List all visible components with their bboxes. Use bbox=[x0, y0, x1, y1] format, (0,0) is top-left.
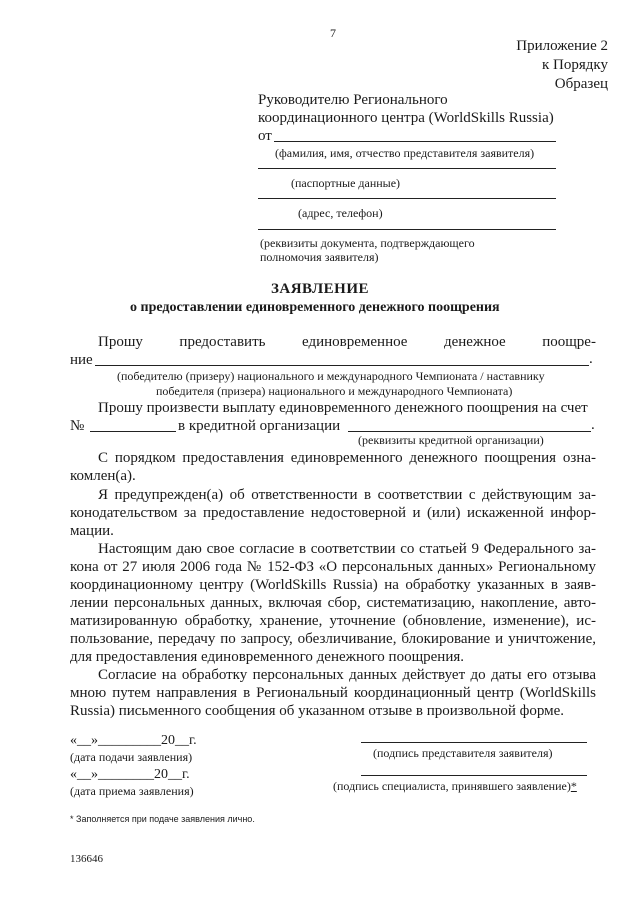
paragraph-2-line-3: мации. bbox=[70, 523, 114, 539]
specialist-signature-field[interactable] bbox=[361, 775, 587, 776]
appendix-block bbox=[516, 38, 608, 93]
addressee-line-2: координационного центра (WorldSkills Russia) bbox=[258, 110, 554, 126]
caption-recipient-1: (победителю (призеру) национального и международного Чемпионата / наставнику bbox=[117, 369, 545, 383]
request-word-1: Прошу bbox=[98, 334, 143, 350]
caption-recipient-2: победителя (призера) национального и международного Чемпионата) bbox=[156, 384, 513, 398]
caption-submission-date: (дата подачи заявления) bbox=[70, 750, 193, 764]
appendix-line-1: Приложение 2 bbox=[516, 38, 608, 54]
request-word-5: поощре- bbox=[542, 334, 596, 350]
passport-field[interactable] bbox=[258, 168, 556, 169]
authority-document-field[interactable] bbox=[258, 229, 556, 230]
caption-credit-org: (реквизиты кредитной организации) bbox=[358, 433, 544, 447]
acceptance-date-field[interactable]: «__»________20__г. bbox=[70, 767, 190, 782]
caption-document-2: полномочия заявителя) bbox=[260, 250, 379, 264]
request-word-4: денежное bbox=[443, 334, 506, 350]
caption-acceptance-date: (дата приема заявления) bbox=[70, 784, 194, 798]
account-number-field[interactable] bbox=[90, 431, 176, 432]
caption-address: (адрес, телефон) bbox=[298, 206, 383, 220]
paragraph-4-line-3: Russia) письменного сообщения об указанном отзыве в произвольной форме. bbox=[70, 703, 564, 719]
number-sign: № bbox=[70, 418, 85, 434]
paragraph-1-line-1: С порядком предоставления единовременного денежного поощрения озна- bbox=[98, 450, 596, 466]
credit-org-field[interactable] bbox=[348, 431, 591, 432]
from-label: от bbox=[258, 128, 272, 144]
submission-date-field[interactable]: «__»_________20__г. bbox=[70, 733, 197, 748]
paragraph-3-line-5: матизированную обработку, хранение, уточнение (обновление, изменение), ис- bbox=[70, 613, 596, 629]
addressee-line-1: Руководителю Регионального bbox=[258, 92, 448, 108]
request-line-2-start: ние bbox=[70, 352, 93, 368]
recipient-end-dot: . bbox=[589, 351, 593, 367]
paragraph-4-line-2: мною путем направления в Региональный координационный центр (WorldSkills bbox=[70, 685, 596, 701]
paragraph-3-line-6: пользование, передачу по запросу, обезличивание, блокирование и уничтожение, bbox=[70, 631, 596, 647]
document-code: 136646 bbox=[70, 853, 103, 865]
applicant-name-field[interactable] bbox=[274, 141, 556, 142]
paragraph-4-line-1: Согласие на обработку персональных данных действует до даты его отзыва bbox=[98, 667, 596, 683]
payment-line-1: Прошу произвести выплату единовременного денежного поощрения на счет bbox=[98, 400, 588, 416]
caption-applicant-name: (фамилия, имя, отчество представителя заявителя) bbox=[275, 146, 535, 160]
appendix-line-3: Образец bbox=[554, 76, 608, 92]
paragraph-3-line-3: координационному центру (WorldSkills Russia) на обработку указанных в заяв- bbox=[70, 577, 596, 593]
paragraph-3-line-7: для предоставления единовременного денежного поощрения. bbox=[70, 649, 464, 665]
request-line bbox=[98, 334, 596, 351]
address-field[interactable] bbox=[258, 198, 556, 199]
paragraph-3-line-1: Настоящим даю свое согласие в соответствии со статьей 9 Федерального за- bbox=[98, 541, 596, 557]
paragraph-3-line-2: кона от 27 июля 2006 года № 152-ФЗ «О персональных данных» Региональному bbox=[70, 559, 596, 575]
applicant-signature-field[interactable] bbox=[361, 742, 587, 743]
appendix-line-2: к Порядку bbox=[542, 57, 608, 73]
credit-org-end-dot: . bbox=[591, 417, 595, 433]
document-subtitle: о предоставлении единовременного денежного поощрения bbox=[130, 300, 500, 315]
caption-specialist-text: (подпись специалиста, принявшего заявление) bbox=[333, 779, 571, 793]
request-word-2: предоставить bbox=[179, 334, 266, 350]
credit-org-label: в кредитной организации bbox=[178, 418, 341, 434]
footnote: * Заполняется при подаче заявления лично. bbox=[70, 814, 255, 824]
caption-applicant-signature: (подпись представителя заявителя) bbox=[373, 746, 553, 760]
paragraph-3-line-4: лении персональных данных, включая сбор, систематизацию, накопление, авто- bbox=[70, 595, 596, 611]
caption-passport: (паспортные данные) bbox=[291, 176, 401, 190]
footnote-mark: * bbox=[570, 779, 577, 793]
request-word-3: единовременное bbox=[302, 334, 408, 350]
paragraph-2-line-1: Я предупрежден(а) об ответственности в соответствии с действующим за- bbox=[98, 487, 596, 503]
paragraph-2-line-2: конодательством за предоставление недостоверной и (или) искаженной инфор- bbox=[70, 505, 596, 521]
caption-document-1: (реквизиты документа, подтверждающего bbox=[260, 236, 475, 250]
caption-specialist-signature bbox=[333, 779, 577, 794]
document-title: ЗАЯВЛЕНИЕ bbox=[270, 281, 370, 297]
recipient-field[interactable] bbox=[95, 365, 589, 366]
paragraph-1-line-2: комлен(а). bbox=[70, 468, 136, 484]
page-number: 7 bbox=[330, 26, 336, 40]
